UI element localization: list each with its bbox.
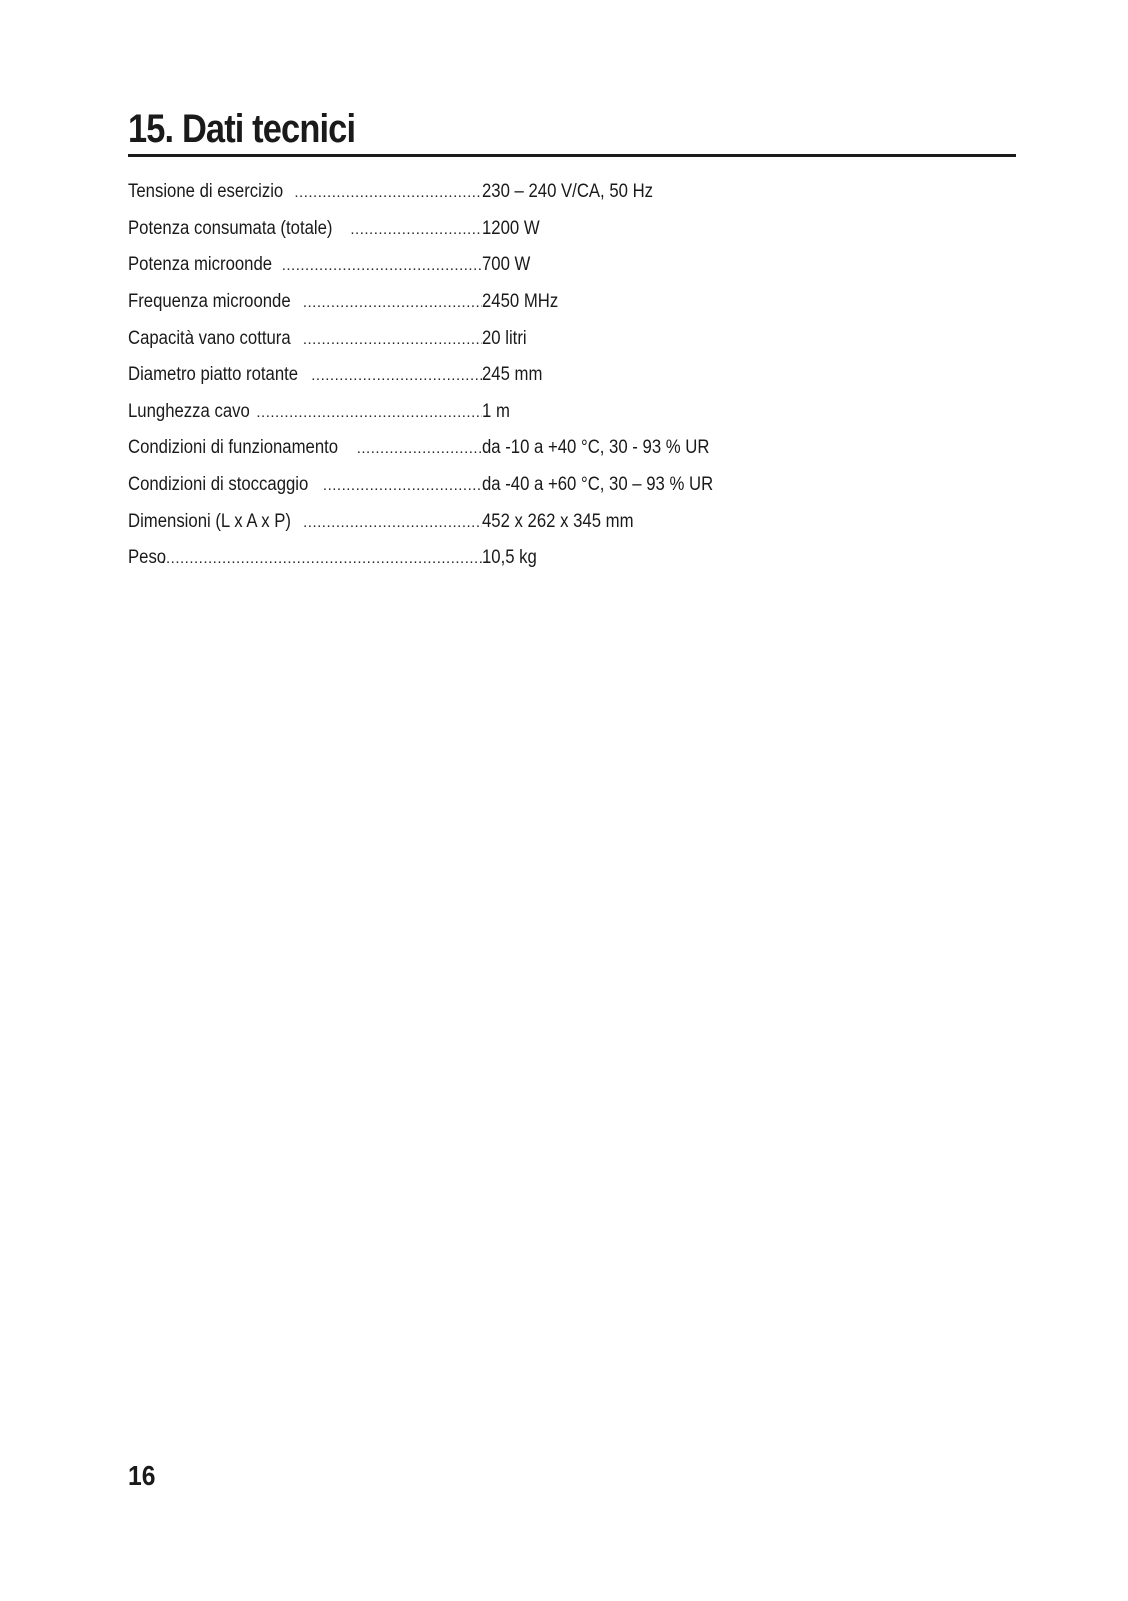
dot-leader [321,477,482,494]
spec-label: Capacità vano cottura [128,327,291,349]
spec-value: 20 litri [482,327,527,349]
spec-row-dimensions [128,503,828,540]
spec-row-microwave-frequency [128,284,828,321]
dot-leader [301,294,482,311]
spec-row-operating-voltage [128,174,828,211]
spec-value: da -10 a +40 °C, 30 - 93 % UR [482,437,710,459]
spec-row-power-consumption [128,211,828,248]
dot-leader [355,440,482,457]
spec-row-operating-conditions [128,430,828,467]
spec-label: Lunghezza cavo [128,400,250,422]
spec-label: Peso [128,547,167,569]
spec-value: 245 mm [482,364,543,386]
page-number: 16 [128,1460,156,1491]
spec-value: 1 m [482,400,510,422]
spec-label: Potenza consumata (totale) [128,217,333,239]
spec-value: da -40 a +60 °C, 30 – 93 % UR [482,474,714,496]
technical-specs-list [128,174,828,577]
spec-value: 1200 W [482,217,540,239]
dot-leader [280,257,482,274]
dot-leader [301,514,482,531]
dot-leader [309,367,482,384]
spec-row-cavity-capacity [128,320,828,357]
page-title: 15. Dati tecnici [128,107,356,151]
dot-leader [301,331,482,348]
spec-value: 700 W [482,254,531,276]
spec-value: 452 x 262 x 345 mm [482,510,634,532]
spec-label: Potenza microonde [128,254,273,276]
title-divider [128,154,1016,157]
dot-leader [348,221,482,238]
spec-row-microwave-power [128,247,828,284]
dot-leader [292,184,482,201]
spec-label: Tensione di esercizio [128,181,284,203]
spec-row-turntable-diameter [128,357,828,394]
spec-value: 2450 MHz [482,291,559,313]
spec-label: Frequenza microonde [128,291,291,313]
spec-row-cable-length [128,394,828,431]
dot-leader [159,550,482,567]
dot-leader [254,404,482,421]
spec-label: Dimensioni (L x A x P) [128,510,291,532]
spec-row-weight [128,540,828,577]
spec-label: Condizioni di stoccaggio [128,474,309,496]
spec-label: Diametro piatto rotante [128,364,299,386]
spec-label: Condizioni di funzionamento [128,437,339,459]
spec-value: 230 – 240 V/CA, 50 Hz [482,181,654,203]
spec-value: 10,5 kg [482,547,537,569]
spec-row-storage-conditions [128,467,828,504]
